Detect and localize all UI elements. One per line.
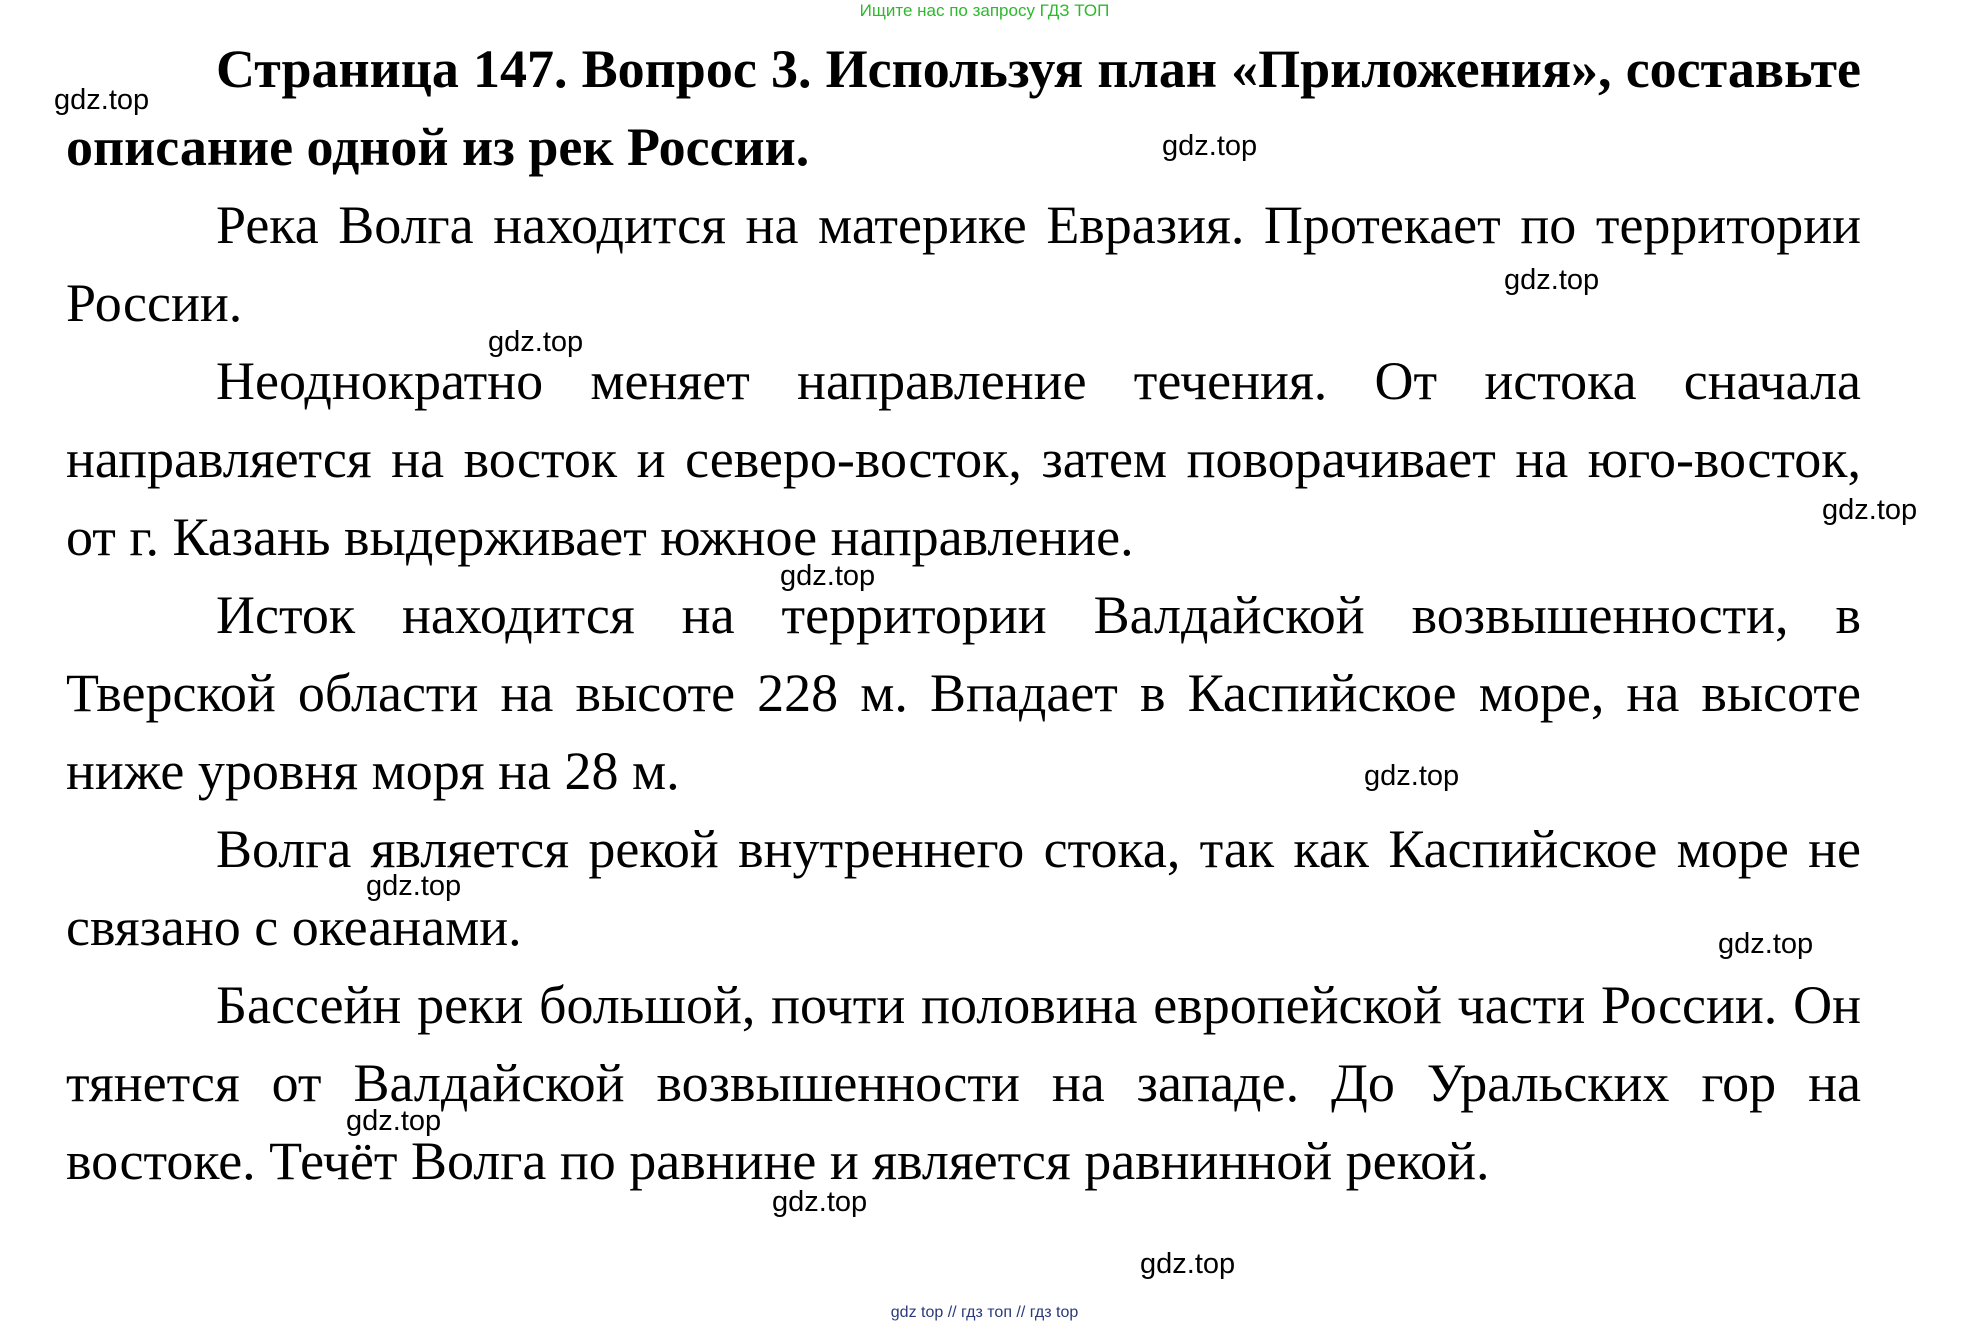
watermark: gdz.top bbox=[366, 870, 462, 902]
paragraph-location: Река Волга находится на материке Евразия. Протекает по территории России. bbox=[66, 195, 1861, 333]
watermark: gdz.top bbox=[1162, 130, 1258, 162]
watermark: gdz.top bbox=[1822, 494, 1918, 526]
paragraph-drainage: Волга является рекой внутреннего стока, так как Каспийское море не связано с океанами. bbox=[66, 819, 1861, 957]
watermark: gdz.top bbox=[1718, 928, 1814, 960]
watermark: gdz.top bbox=[54, 84, 150, 116]
watermark: gdz.top bbox=[346, 1105, 442, 1137]
watermark: gdz.top bbox=[780, 560, 876, 592]
watermark: gdz.top bbox=[772, 1186, 868, 1218]
paragraph-source-mouth: Исток находится на территории Валдайской возвышенности, в Тверской области на высоте 228 м. Впадает в Каспийское море, на высоте ниже уровня моря на 28 м. bbox=[66, 585, 1861, 801]
answer-document bbox=[66, 30, 1861, 1200]
question-title: Страница 147. Вопрос 3. Используя план «Приложения», составьте описание одной из рек России. bbox=[66, 39, 1861, 177]
watermark: gdz.top bbox=[1140, 1248, 1236, 1280]
paragraph-direction: Неоднократно меняет направление течения. От истока сначала направляется на восток и северо-восток, затем поворачивает на юго-восток, от г. Казань выдерживает южное направление. bbox=[66, 351, 1861, 567]
paragraph-basin: Бассейн реки большой, почти половина европейской части России. Он тянется от Валдайской возвышенности на западе. До Уральских гор на востоке. Течёт Волга по равнине и является равнинной рекой. bbox=[66, 975, 1861, 1191]
watermark: gdz.top bbox=[1504, 264, 1600, 296]
top-banner: Ищите нас по запросу ГДЗ ТОП bbox=[859, 1, 1110, 20]
watermark: gdz.top bbox=[1364, 760, 1460, 792]
footer-links: gdz top // гдз топ // гдз top bbox=[890, 1304, 1079, 1321]
watermark: gdz.top bbox=[488, 326, 584, 358]
